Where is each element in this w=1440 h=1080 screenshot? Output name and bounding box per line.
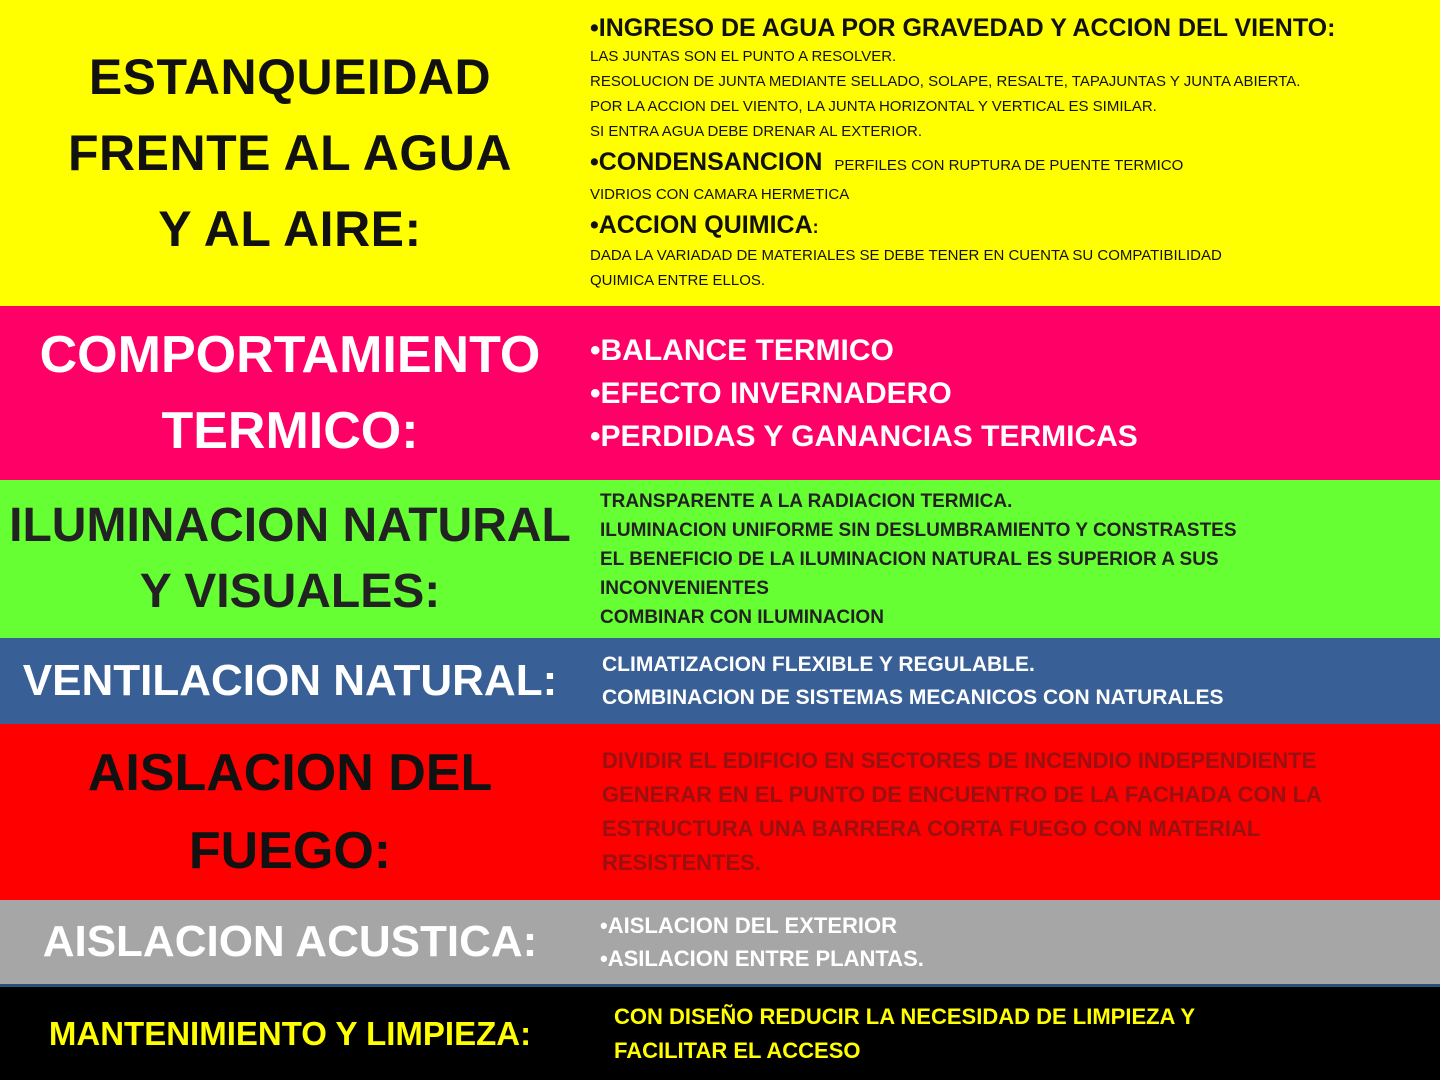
title-line: Y VISUALES:: [139, 565, 441, 618]
section-mantenimiento-limpieza: [0, 984, 1440, 1080]
section-title: [0, 987, 580, 1080]
section-title: [0, 724, 580, 900]
list-item: COMBINACION DE SISTEMAS MECANICOS CON NATURALES: [602, 686, 1224, 709]
quimica-line: DADA LA VARIADAD DE MATERIALES SE DEBE TENER EN CUENTA SU COMPATIBILIDAD: [590, 247, 1222, 264]
list-item: COMBINAR CON ILUMINACION: [600, 606, 884, 628]
list-item: EL BENEFICIO DE LA ILUMINACION NATURAL ES SUPERIOR A SUS: [600, 548, 1219, 570]
condensacion-line: VIDRIOS CON CAMARA HERMETICA: [590, 186, 850, 203]
title-line: FUEGO:: [188, 822, 392, 880]
quimica-row: [590, 209, 1420, 243]
condensacion-row: [590, 146, 1420, 182]
section-content: [580, 638, 1440, 724]
section-estanqueidad: [0, 0, 1440, 306]
title-line: COMPORTAMIENTO: [39, 326, 541, 384]
section-iluminacion-natural: [0, 480, 1440, 638]
section-content: [580, 987, 1440, 1080]
condensacion-heading: •CONDENSANCION: [590, 148, 823, 176]
title-line: AISLACION DEL: [87, 744, 493, 802]
quimica-colon: :: [812, 217, 819, 237]
ingreso-heading: •INGRESO DE AGUA POR GRAVEDAD Y ACCION DEL VIENTO:: [590, 14, 1336, 42]
condensacion-inline: PERFILES CON RUPTURA DE PUENTE TERMICO: [834, 157, 1184, 174]
section-aislacion-acustica: [0, 900, 1440, 984]
list-item: TRANSPARENTE A LA RADIACION TERMICA.: [600, 490, 1013, 512]
list-item: CLIMATIZACION FLEXIBLE Y REGULABLE.: [602, 653, 1035, 676]
title-line: ESTANQUEIDAD: [88, 49, 492, 105]
title-line: Y AL AIRE:: [158, 201, 422, 257]
section-ventilacion-natural: [0, 638, 1440, 724]
section-title: [0, 0, 580, 306]
title-line: FRENTE AL AGUA: [67, 125, 513, 181]
list-item: ILUMINACION UNIFORME SIN DESLUMBRAMIENTO Y CONSTRASTES: [600, 519, 1237, 541]
quimica-line: QUIMICA ENTRE ELLOS.: [590, 272, 766, 289]
list-item: ESTRUCTURA UNA BARRERA CORTA FUEGO CON MATERIAL: [602, 816, 1261, 841]
section-content: [580, 306, 1440, 480]
ingreso-line: SI ENTRA AGUA DEBE DRENAR AL EXTERIOR.: [590, 123, 923, 140]
title-line: VENTILACION NATURAL:: [22, 656, 558, 705]
section-title: [0, 900, 580, 984]
list-item: GENERAR EN EL PUNTO DE ENCUENTRO DE LA FACHADA CON LA: [602, 782, 1322, 807]
section-content: [580, 480, 1440, 638]
section-content: [580, 900, 1440, 984]
list-item: •EFECTO INVERNADERO: [590, 376, 952, 410]
list-item: •ASILACION ENTRE PLANTAS.: [600, 946, 924, 971]
list-item: •PERDIDAS Y GANANCIAS TERMICAS: [590, 419, 1138, 453]
title-line: TERMICO:: [161, 402, 419, 460]
ingreso-line: LAS JUNTAS SON EL PUNTO A RESOLVER.: [590, 48, 897, 65]
list-item: RESISTENTES.: [602, 850, 761, 875]
title-line: ILUMINACION NATURAL: [9, 499, 571, 552]
ingreso-line: POR LA ACCION DEL VIENTO, LA JUNTA HORIZONTAL Y VERTICAL ES SIMILAR.: [590, 98, 1157, 115]
list-item: DIVIDIR EL EDIFICIO EN SECTORES DE INCENDIO INDEPENDIENTE: [602, 748, 1317, 773]
section-comportamiento-termico: [0, 306, 1440, 480]
section-content: [580, 724, 1440, 900]
section-title: [0, 638, 580, 724]
list-item: •AISLACION DEL EXTERIOR: [600, 913, 897, 938]
list-item: FACILITAR EL ACCESO: [614, 1037, 861, 1063]
list-item: CON DISEÑO REDUCIR LA NECESIDAD DE LIMPIEZA Y: [614, 1003, 1196, 1029]
section-title: [0, 480, 580, 638]
title-line: AISLACION ACUSTICA:: [42, 917, 538, 966]
title-line: MANTENIMIENTO Y LIMPIEZA:: [48, 1014, 532, 1052]
ingreso-line: RESOLUCION DE JUNTA MEDIANTE SELLADO, SOLAPE, RESALTE, TAPAJUNTAS Y JUNTA ABIERTA.: [590, 73, 1301, 90]
section-aislacion-fuego: [0, 724, 1440, 900]
quimica-heading: •ACCION QUIMICA: [590, 211, 813, 239]
list-item: •BALANCE TERMICO: [590, 333, 894, 367]
section-title: [0, 306, 580, 480]
section-content: [580, 0, 1440, 306]
list-item: INCONVENIENTES: [600, 577, 769, 599]
